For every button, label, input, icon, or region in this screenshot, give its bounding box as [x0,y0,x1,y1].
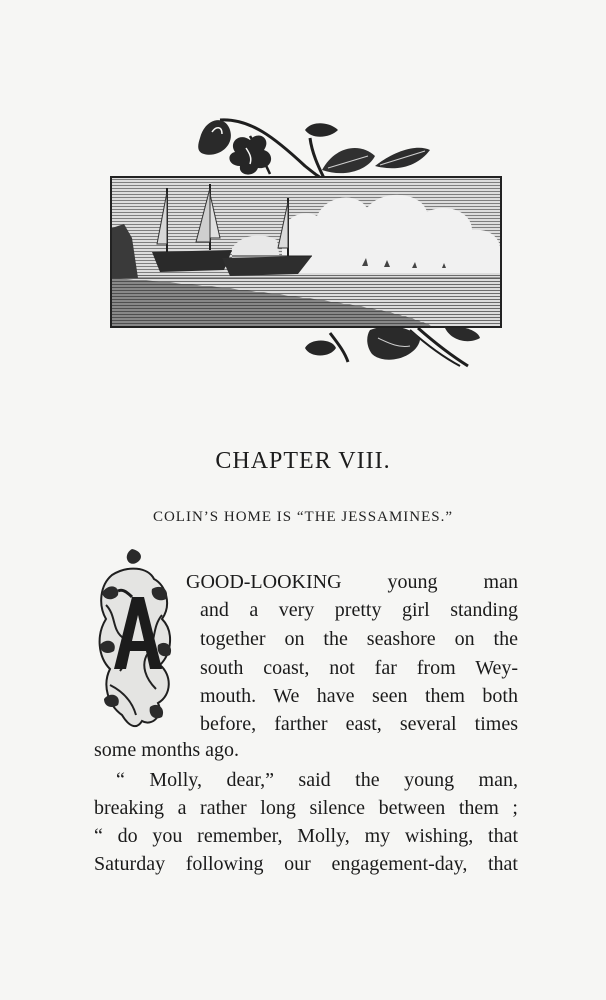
text-line-2: and a very pretty girl standing [200,599,518,621]
chapter-subtitle: COLIN’S HOME IS “THE JESSAMINES.” [152,509,454,525]
text-line-1: GOOD-LOOKING young man [186,571,518,593]
text-line-4: south coast, not far from Wey- [200,657,518,679]
text-line-5: mouth. We have seen them both [200,685,518,707]
text-line-8: “ Molly, dear,” said the young man, [116,769,518,791]
text-line-11: Saturday following our engagement-day, that [94,853,518,875]
text-line-9: breaking a rather long silence between them ; [94,797,518,819]
text-line-7: some months ago. [94,739,239,761]
ornamental-letter-a-icon [92,545,178,735]
text-line-3: together on the seashore on the [200,628,518,650]
chapter-title: CHAPTER VIII. [215,448,391,474]
ships-on-shore-image [112,178,500,326]
dropcap-ornament [92,545,178,735]
text-line-6: before, farther east, several times [200,713,518,735]
header-ornament [100,108,520,378]
seascape-engraving [110,176,502,328]
text-line-10: “ do you remember, Molly, my wishing, that [94,825,518,847]
